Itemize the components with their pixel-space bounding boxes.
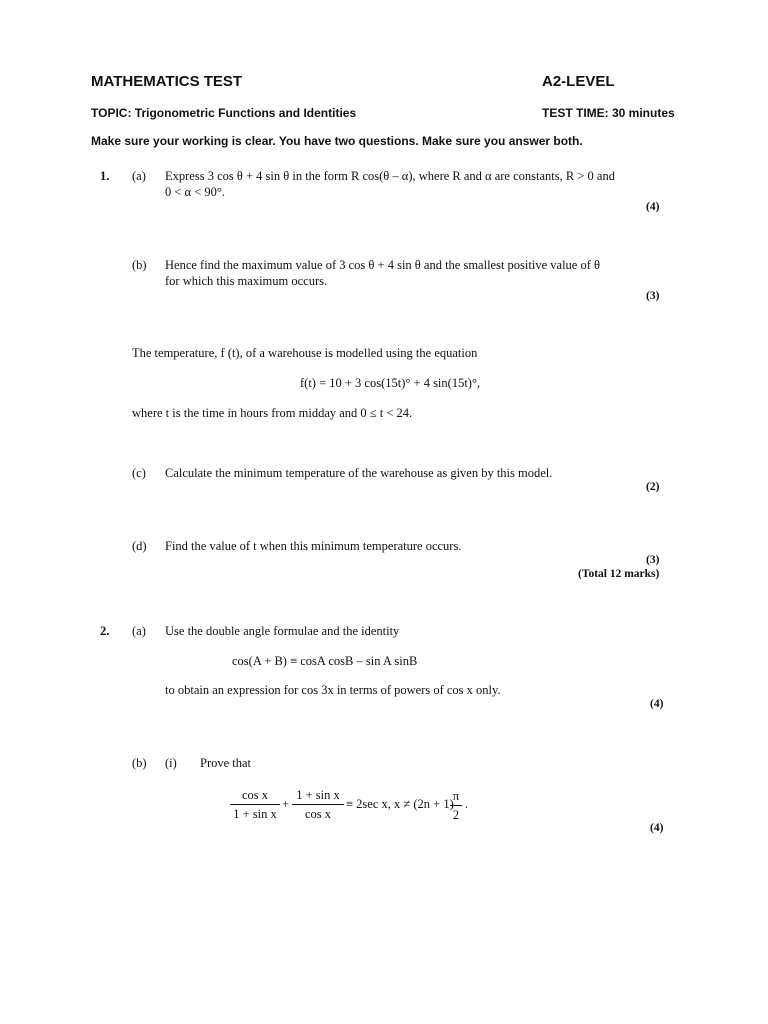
question-1b-marks: (3) xyxy=(646,290,660,302)
question-2a-text-line1: Use the double angle formulae and the identity xyxy=(165,624,400,638)
question-1a-text-line1: Express 3 cos θ + 4 sin θ in the form R cos(θ – α), where R and α are constants, R > 0 and xyxy=(165,169,615,183)
question-1-context-line2: where t is the time in hours from midday and 0 ≤ t < 24. xyxy=(132,406,413,420)
question-1b-text-line2: for which this maximum occurs. xyxy=(165,274,328,288)
question-1c-label: (c) xyxy=(132,466,146,480)
identity-fraction-2-numerator: 1 + sin x xyxy=(292,788,344,805)
question-2b-text: Prove that xyxy=(200,756,252,770)
question-1c-marks: (2) xyxy=(646,481,660,493)
test-topic: TOPIC: Trigonometric Functions and Identities xyxy=(91,106,357,120)
identity-fraction-3 xyxy=(450,789,462,823)
question-1-model-equation: f(t) = 10 + 3 cos(15t)° + 4 sin(15t)°, xyxy=(300,376,481,390)
identity-fraction-2 xyxy=(292,788,344,822)
identity-end-period: . xyxy=(465,797,469,811)
identity-right-hand-side: ≡ 2sec x, x ≠ (2n + 1) xyxy=(346,797,454,811)
question-1d-text: Find the value of t when this minimum temperature occurs. xyxy=(165,539,462,553)
test-level: A2-LEVEL xyxy=(542,73,615,90)
test-title: MATHEMATICS TEST xyxy=(91,73,243,90)
identity-fraction-3-denominator: 2 xyxy=(452,808,460,822)
identity-fraction-1 xyxy=(230,788,280,822)
test-instructions: Make sure your working is clear. You have two questions. Make sure you answer both. xyxy=(91,134,583,148)
question-1-total-marks: (Total 12 marks) xyxy=(578,568,660,580)
question-2a-label: (a) xyxy=(132,624,146,638)
question-2a-marks: (4) xyxy=(650,698,664,710)
question-2a-text-line2: to obtain an expression for cos 3x in terms of powers of cos x only. xyxy=(165,683,501,697)
question-1b-label: (b) xyxy=(132,258,147,272)
question-1-context-line1: The temperature, f (t), of a warehouse is modelled using the equation xyxy=(132,346,478,360)
question-2b-label: (b) xyxy=(132,756,147,770)
question-2a-identity: cos(A + B) ≡ cosA cosB – sin A sinB xyxy=(232,654,418,668)
question-1d-label: (d) xyxy=(132,539,147,553)
identity-fraction-3-numerator: π xyxy=(450,789,462,806)
question-1a-label: (a) xyxy=(132,169,146,183)
identity-fraction-1-denominator: 1 + sin x xyxy=(233,807,277,821)
question-1c-text: Calculate the minimum temperature of the warehouse as given by this model. xyxy=(165,466,553,480)
question-1-number: 1. xyxy=(100,169,110,183)
test-time: TEST TIME: 30 minutes xyxy=(542,106,675,120)
identity-fraction-2-denominator: cos x xyxy=(304,807,332,821)
question-1a-text-line2: 0 < α < 90°. xyxy=(165,185,226,199)
question-1b-text-line1: Hence find the maximum value of 3 cos θ + 4 sin θ and the smallest positive value of θ xyxy=(165,258,600,272)
identity-fraction-1-numerator: cos x xyxy=(230,788,280,805)
question-1a-marks: (4) xyxy=(646,201,660,213)
question-1d-marks: (3) xyxy=(646,554,660,566)
identity-plus-sign: + xyxy=(282,797,290,811)
question-2b-marks: (4) xyxy=(650,822,664,834)
question-2b-subpart-label: (i) xyxy=(165,756,177,770)
question-2-number: 2. xyxy=(100,624,110,638)
